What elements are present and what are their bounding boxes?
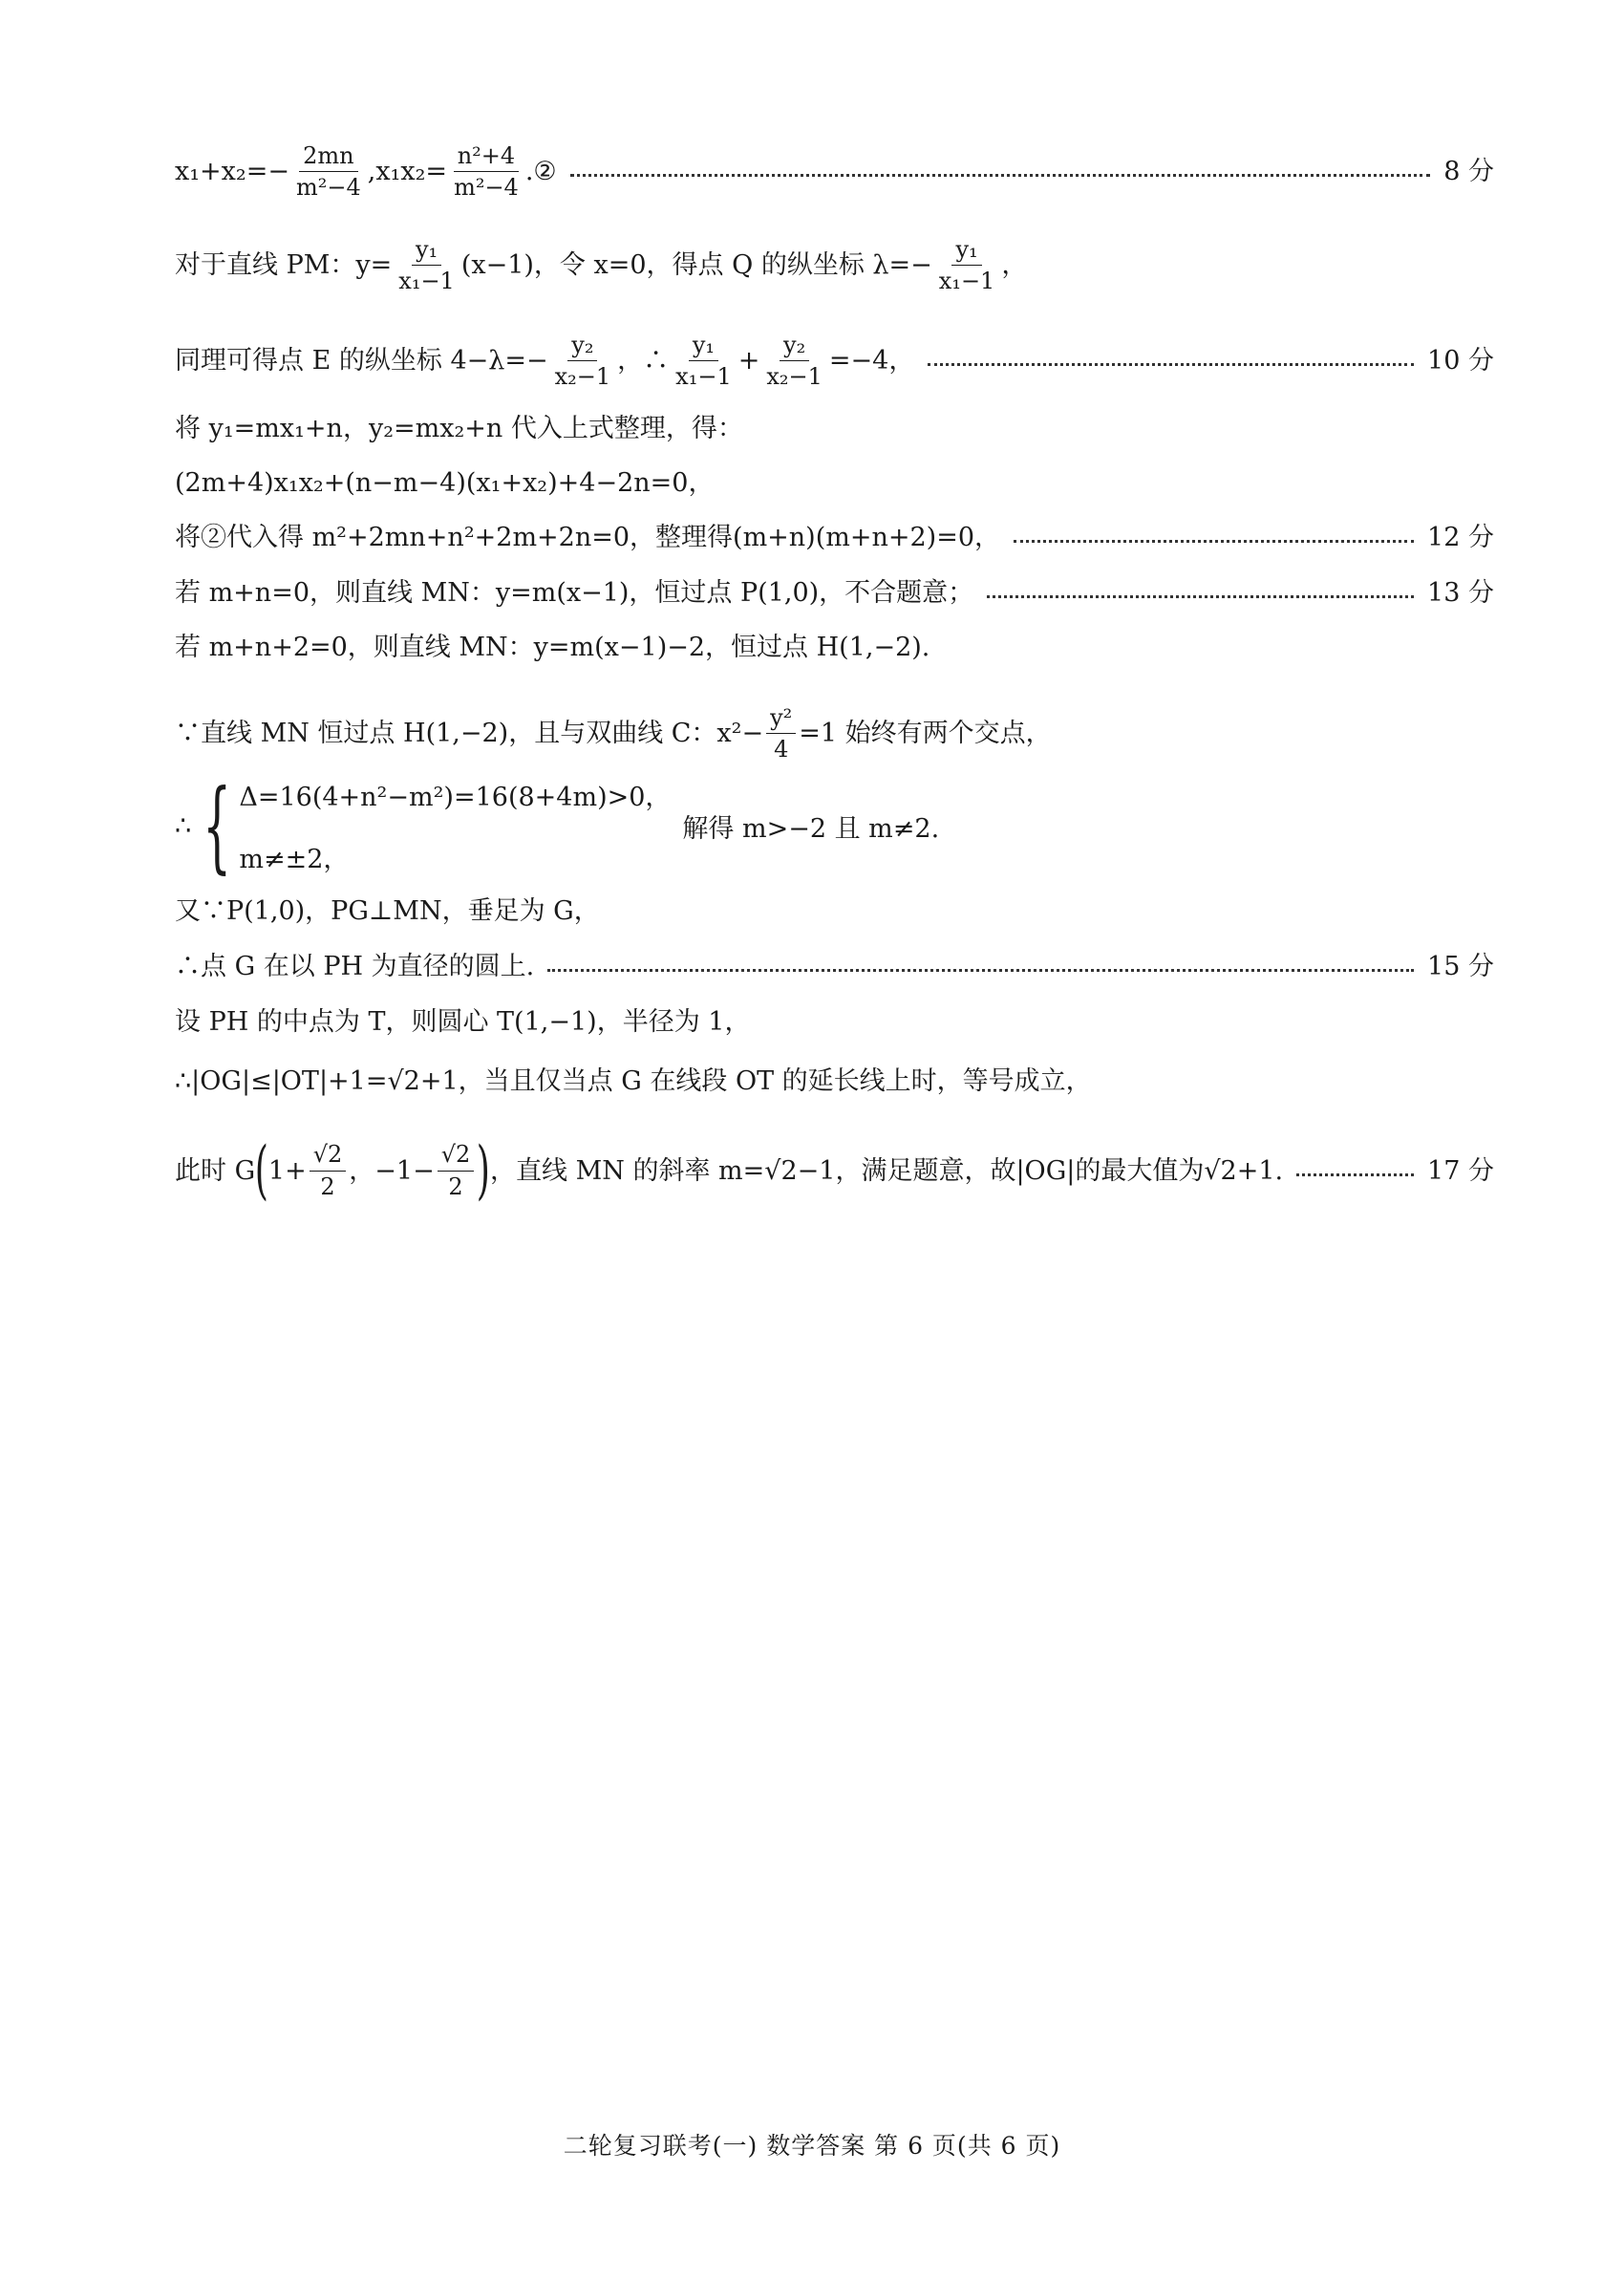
text-segment: (x−1)，令 x=0，得点 Q 的纵坐标 λ=− xyxy=(460,250,932,281)
dot-leader xyxy=(570,174,1431,177)
text-segment: (2m+4)x₁x₂+(n−m−4)(x₁+x₂)+4−2n=0， xyxy=(175,468,715,498)
solution-line-3 xyxy=(175,333,1494,390)
text-segment: ，−1− xyxy=(349,1155,435,1186)
text-segment: 此时 G xyxy=(175,1155,256,1186)
numerator: y₁ xyxy=(951,237,981,266)
numerator: y₂ xyxy=(780,333,809,361)
numerator: y₂ xyxy=(567,333,597,361)
text-segment: 解得 m>−2 且 m≠2. xyxy=(682,813,940,844)
score-label: 17 分 xyxy=(1427,1155,1494,1186)
denominator: x₂−1 xyxy=(554,363,611,391)
denominator: x₂−1 xyxy=(766,363,823,391)
system-row: m≠±2， xyxy=(239,845,350,874)
numerator: y₁ xyxy=(412,237,441,266)
text-segment: 设 PH 的中点为 T，则圆心 T(1,−1)，半径为 1， xyxy=(175,1007,751,1037)
system-rows xyxy=(239,776,671,875)
solution-line-8 xyxy=(175,635,1494,660)
solution-line-11 xyxy=(175,898,1494,924)
text-segment: 同理可得点 E 的纵坐标 4−λ=− xyxy=(175,346,548,376)
solution-line-7 xyxy=(175,580,1494,606)
left-paren: ( xyxy=(254,1133,269,1207)
text-segment: ∵直线 MN 恒过点 H(1,−2)，且与双曲线 C：x²− xyxy=(175,719,764,749)
denominator: m²−4 xyxy=(295,174,361,202)
text-segment: ， xyxy=(1001,250,1028,281)
score-label: 13 分 xyxy=(1427,578,1494,608)
fraction xyxy=(395,237,459,294)
text-segment: 1+ xyxy=(267,1155,307,1186)
text-segment: x₁+x₂=− xyxy=(175,157,289,187)
denominator: m²−4 xyxy=(454,174,519,202)
numerator: 2mn xyxy=(299,143,357,172)
dot-leader xyxy=(547,969,1414,972)
solution-line-13 xyxy=(175,1009,1494,1035)
fraction xyxy=(450,143,523,201)
numerator: √2 xyxy=(438,1142,475,1171)
text-segment: ，直线 MN 的斜率 m=√2−1，满足题意，故|OG|的最大值为√2+1. xyxy=(490,1155,1284,1186)
text-segment: ∴点 G 在以 PH 为直径的圆上. xyxy=(175,952,535,981)
solution-line-5 xyxy=(175,470,1494,496)
fraction xyxy=(292,143,365,201)
denominator: x₁−1 xyxy=(398,268,455,295)
text-segment: ，∴ xyxy=(617,346,670,376)
solution-line-2 xyxy=(175,237,1494,294)
dot-leader xyxy=(928,363,1414,366)
fraction xyxy=(438,1142,475,1199)
denominator: x₁−1 xyxy=(938,268,995,295)
solution-line-4 xyxy=(175,416,1494,441)
fraction xyxy=(551,333,615,390)
text-segment: + xyxy=(737,346,760,376)
numerator: √2 xyxy=(310,1142,347,1171)
text-segment: 又∵P(1,0)，PG⊥MN，垂足为 G， xyxy=(175,896,600,926)
fraction xyxy=(310,1142,347,1199)
score-label: 8 分 xyxy=(1443,157,1494,187)
numerator: n²+4 xyxy=(454,143,519,172)
text-segment: ,x₁x₂= xyxy=(367,157,448,187)
text-segment: =−4， xyxy=(828,346,915,376)
page-footer: 二轮复习联考(一) 数学答案 第 6 页(共 6 页) xyxy=(563,2132,1061,2160)
fraction xyxy=(935,237,999,294)
score-label: 15 分 xyxy=(1427,952,1494,981)
numerator: y₁ xyxy=(689,333,718,361)
solution-line-9 xyxy=(175,705,1494,763)
solution-line-15 xyxy=(175,1133,1494,1207)
denominator: x₁−1 xyxy=(675,363,732,391)
left-brace: { xyxy=(203,767,232,884)
denominator: 2 xyxy=(320,1172,335,1200)
text-segment: 若 m+n=0，则直线 MN：y=m(x−1)，恒过点 P(1,0)，不合题意； xyxy=(175,578,974,608)
score-label: 10 分 xyxy=(1427,346,1494,376)
denominator: 2 xyxy=(448,1172,463,1200)
text-segment: .② xyxy=(524,157,557,187)
solution-line-1 xyxy=(175,143,1494,201)
right-paren: ) xyxy=(477,1133,491,1207)
dot-leader xyxy=(987,595,1414,598)
dot-leader xyxy=(1296,1173,1414,1176)
solution-line-14 xyxy=(175,1068,1494,1094)
equation-system xyxy=(175,767,940,884)
denominator: 4 xyxy=(774,736,789,764)
text-segment: =1 始终有两个交点， xyxy=(799,719,1052,749)
system-row: Δ=16(4+n²−m²)=16(8+4m)>0， xyxy=(239,783,672,812)
dot-leader xyxy=(1014,540,1414,543)
text-segment: 将②代入得 m²+2mn+n²+2m+2n=0，整理得(m+n)(m+n+2)=0， xyxy=(175,523,1000,552)
fraction xyxy=(766,705,796,763)
text-segment: 对于直线 PM：y= xyxy=(175,250,393,281)
solution-line-12 xyxy=(175,954,1494,979)
therefore-symbol: ∴ xyxy=(175,810,192,841)
text-segment: 若 m+n+2=0，则直线 MN：y=m(x−1)−2，恒过点 H(1,−2). xyxy=(175,633,930,662)
solution-line-6 xyxy=(175,525,1494,550)
score-label: 12 分 xyxy=(1427,523,1494,552)
text-segment: ∴|OG|≤|OT|+1=√2+1，当且仅当点 G 在线段 OT 的延长线上时，等号成立， xyxy=(175,1066,1092,1096)
fraction xyxy=(672,333,736,390)
fraction xyxy=(762,333,826,390)
numerator: y² xyxy=(766,705,796,734)
text-segment: 将 y₁=mx₁+n，y₂=mx₂+n 代入上式整理，得： xyxy=(175,414,743,443)
